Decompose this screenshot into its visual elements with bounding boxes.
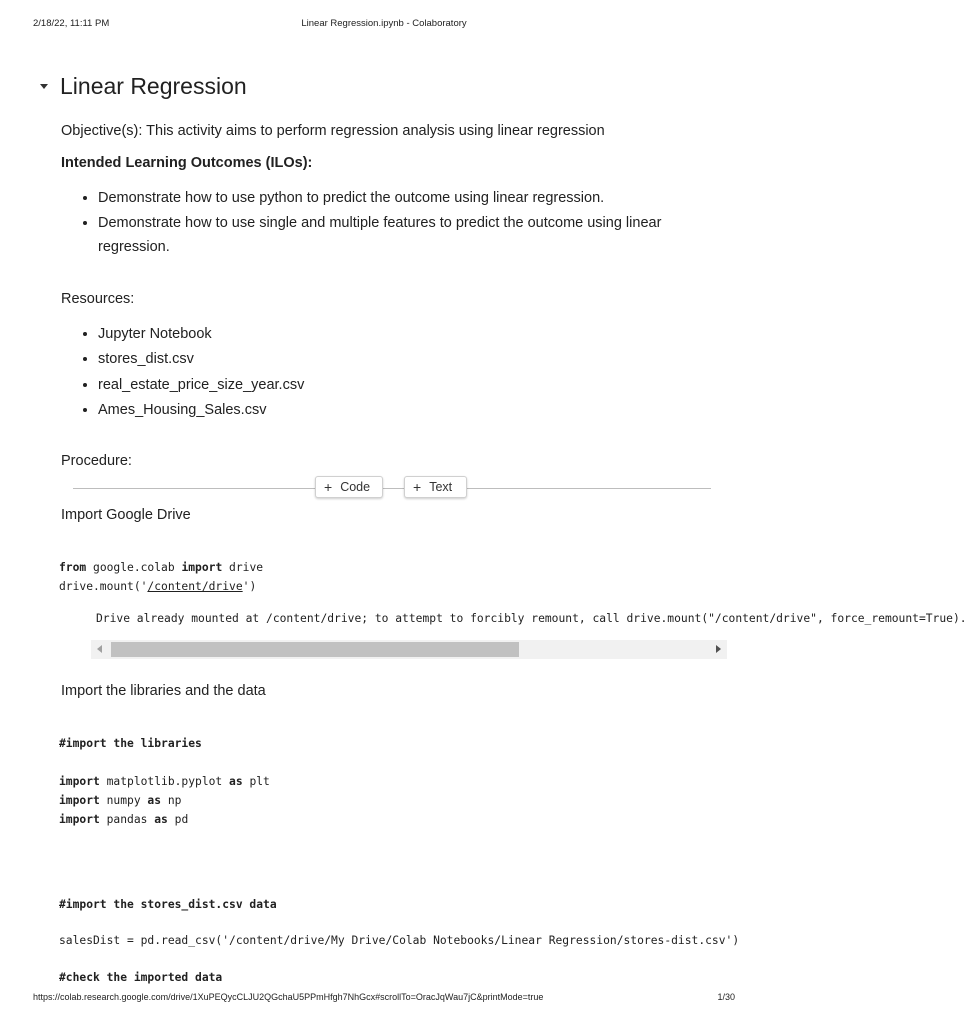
code-keyword: import	[59, 813, 100, 826]
cell1-heading	[61, 506, 731, 525]
code-comment: #import the libraries	[59, 737, 202, 750]
section-heading	[36, 70, 247, 102]
scroll-left-arrow-icon[interactable]	[97, 645, 102, 653]
procedure-heading	[61, 452, 731, 471]
code-text: plt	[242, 775, 270, 788]
code-text: ')	[242, 580, 257, 593]
list-item: • Demonstrate how to use single and multiple features to predict the outcome using linear regression.	[98, 211, 731, 260]
add-text-label: Text	[429, 480, 453, 494]
add-text-button[interactable]	[404, 476, 467, 498]
code-keyword: as	[154, 813, 168, 826]
procedure-heading-text: Procedure:	[61, 453, 132, 469]
plus-icon: +	[413, 479, 422, 495]
cell2-heading-text: Import the libraries and the data	[61, 683, 266, 699]
cell1-output: Drive already mounted at /content/drive; to attempt to forcibly remount, call drive.mount("/content/drive", force_remount=True).	[96, 612, 967, 625]
print-footer	[0, 992, 768, 1006]
code-keyword: import	[59, 794, 100, 807]
code-keyword: from	[59, 561, 87, 574]
code-keyword: as	[229, 775, 243, 788]
cell1-heading-text: Import Google Drive	[61, 507, 191, 523]
collapse-caret-icon[interactable]	[40, 84, 48, 89]
output-horizontal-scrollbar[interactable]	[91, 640, 727, 659]
list-item: • stores_dist.csv	[98, 347, 731, 372]
code-comment: #check the imported data	[59, 971, 223, 984]
print-datetime: 2/18/22, 11:11 PM	[33, 18, 110, 29]
code-text: np	[161, 794, 182, 807]
list-item: • Demonstrate how to use python to predict the outcome using linear regression.	[98, 186, 731, 211]
list-item: • Jupyter Notebook	[98, 322, 731, 347]
cell2-heading	[61, 682, 731, 701]
code-text: numpy	[99, 794, 148, 807]
resources-list	[61, 322, 731, 423]
code-text: drive	[222, 561, 264, 574]
code-path-link: /content/drive	[147, 580, 243, 593]
cell2-read-line: salesDist = pd.read_csv('/content/drive/My Drive/Colab Notebooks/Linear Regression/stores-dist.csv')	[59, 934, 740, 947]
cell2-code[interactable]	[59, 734, 270, 829]
cell2-comment-check	[59, 968, 222, 987]
code-text: matplotlib.pyplot	[99, 775, 230, 788]
add-code-label: Code	[340, 480, 371, 494]
code-keyword: import	[59, 775, 100, 788]
ilo-heading	[61, 154, 731, 173]
scrollbar-thumb[interactable]	[111, 642, 519, 657]
print-page-title: Linear Regression.ipynb - Colaboratory	[301, 18, 467, 29]
cell2-comment-import-data	[59, 895, 277, 914]
resources-heading	[61, 290, 731, 309]
plus-icon: +	[324, 479, 333, 495]
objective-paragraph: Objective(s): This activity aims to perform regression analysis using linear regression	[61, 123, 605, 139]
code-text: pd	[167, 813, 189, 826]
cell1-code[interactable]	[59, 558, 263, 596]
code-comment: #import the stores_dist.csv data	[59, 898, 277, 911]
print-url: https://colab.research.google.com/drive/1XuPEQycCLJU2QGchaU5PPmHfgh7NhGcx#scrollTo=OracJqWau7jC&printMode=true	[33, 992, 544, 1002]
list-item: • Ames_Housing_Sales.csv	[98, 398, 731, 423]
code-keyword: import	[181, 561, 223, 574]
print-header	[0, 18, 768, 32]
code-text: drive.mount('	[59, 580, 148, 593]
ilo-heading-text: Intended Learning Outcomes (ILOs):	[61, 155, 313, 171]
section-title: Linear Regression	[60, 72, 247, 99]
scroll-right-arrow-icon[interactable]	[716, 645, 721, 653]
code-keyword: as	[147, 794, 162, 807]
ilo-list	[61, 186, 731, 260]
add-code-button[interactable]	[315, 476, 383, 498]
code-text: pandas	[99, 813, 155, 826]
print-page-number: 1/30	[717, 992, 735, 1002]
add-cell-divider	[73, 488, 711, 489]
code-text: google.colab	[86, 561, 182, 574]
resources-heading-text: Resources:	[61, 291, 135, 307]
objective-text	[61, 122, 731, 141]
list-item: • real_estate_price_size_year.csv	[98, 373, 731, 398]
